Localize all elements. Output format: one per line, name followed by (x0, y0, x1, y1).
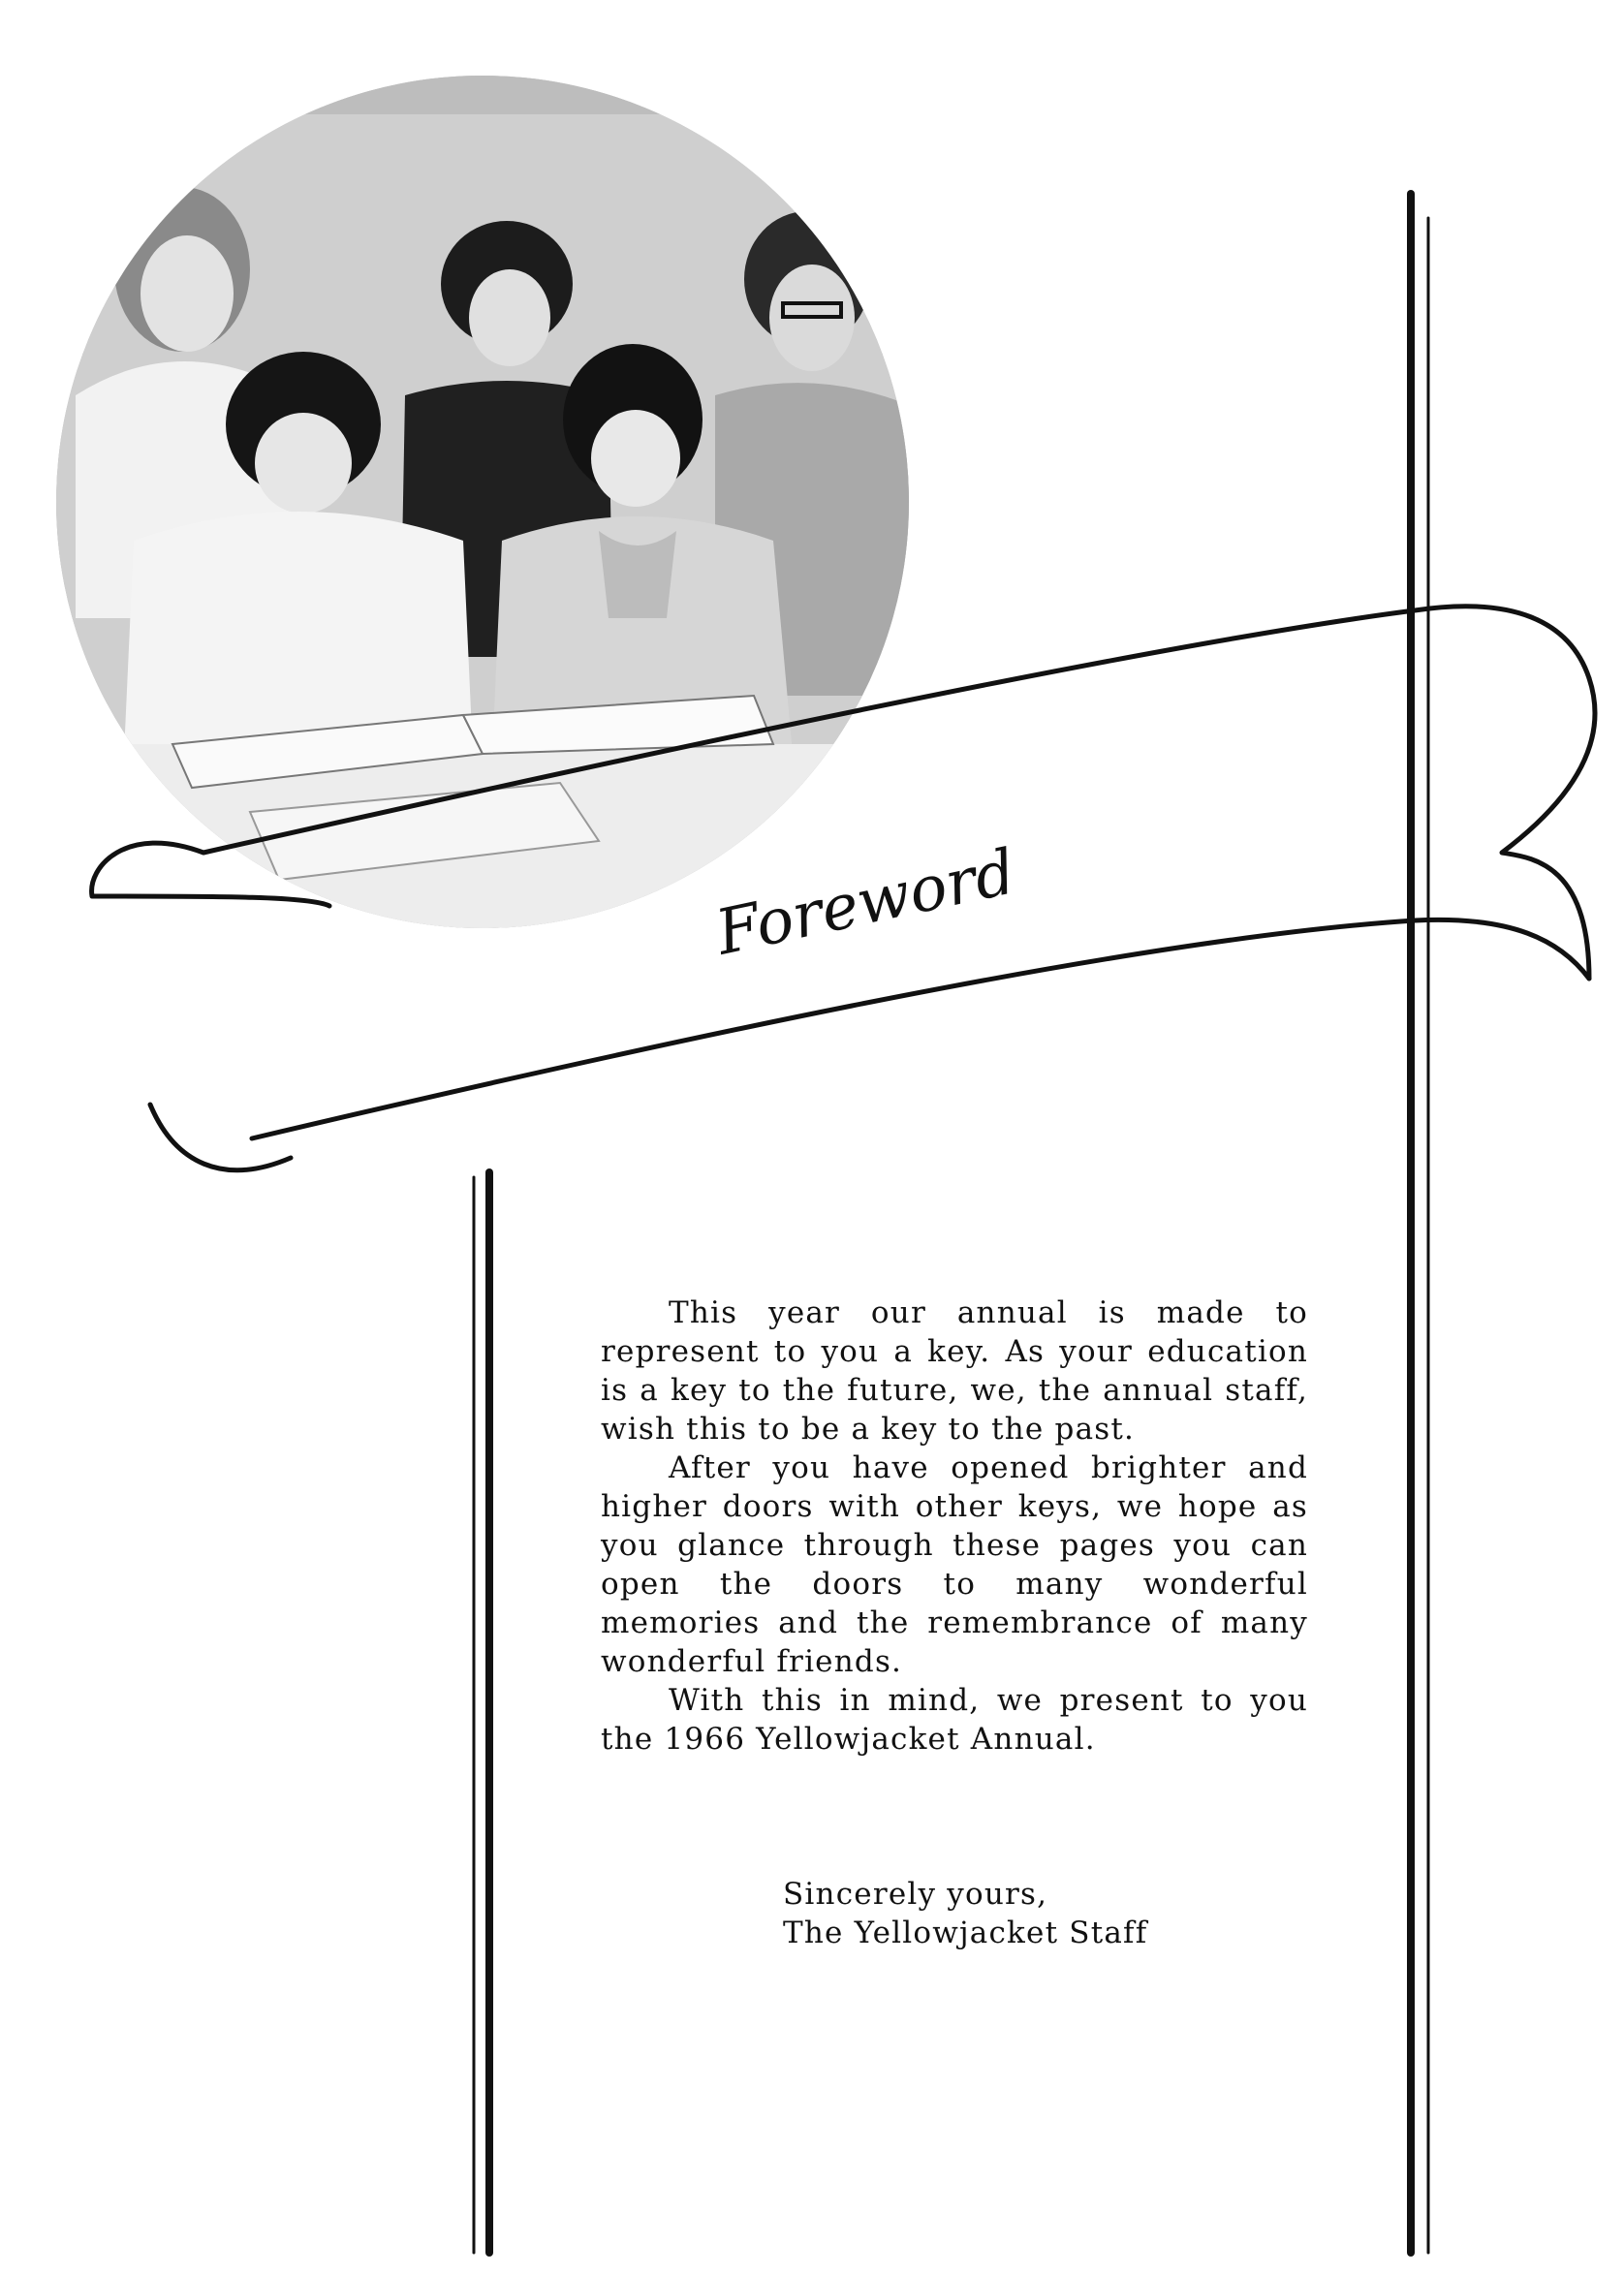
closing-block (783, 1875, 1147, 1952)
salutation: Sincerely yours, (783, 1877, 1048, 1912)
foreword-text (601, 1293, 1308, 1759)
page-title: Foreword (709, 836, 1022, 970)
paragraph-2: After you have opened brighter and higher doors with other keys, we hope as you glance through these pages you can open the doors to many wonderful memories and the remembrance of many wonderful friends. (601, 1450, 1308, 1679)
paragraph-3: With this in mind, we present to you the 1966 Yellowjacket Annual. (601, 1683, 1308, 1757)
signature: The Yellowjacket Staff (783, 1916, 1148, 1950)
paragraph-1: This year our annual is made to represent to you a key. As your education is a key to the future, we, the annual staff, wish this to be a key to the past. (601, 1295, 1308, 1447)
